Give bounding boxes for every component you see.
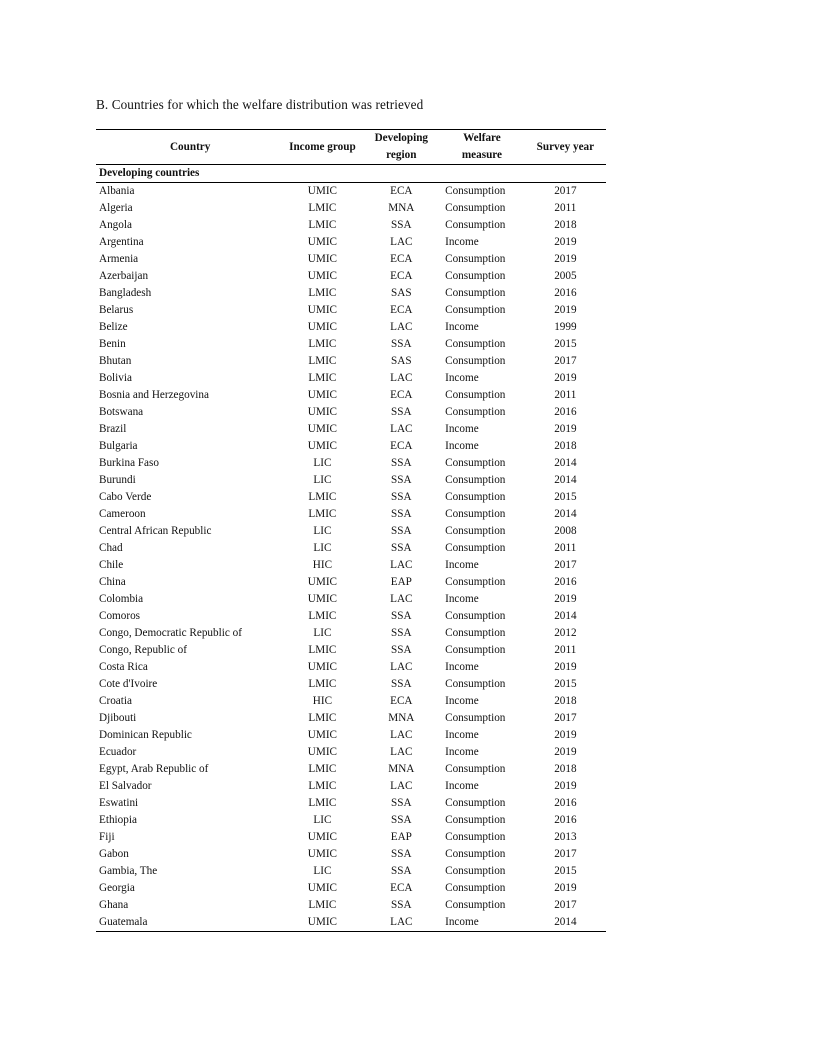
cell-income-group: UMIC [307,423,338,435]
cell-income-group: UMIC [307,406,338,418]
cell-income-group: LMIC [308,202,337,214]
cell-developing-region: ECA [390,253,413,265]
cell-survey-year: 2005 [554,270,577,282]
cell-welfare-measure: Consumption [445,865,506,877]
cell-country: Bhutan [99,355,132,367]
table-row [96,625,606,642]
cell-welfare-measure: Consumption [445,202,506,214]
cell-country: El Salvador [99,780,152,792]
cell-country: Comoros [99,610,141,622]
cell-income-group: LIC [313,525,332,537]
cell-survey-year: 2019 [554,304,577,316]
table-row [96,897,606,914]
table-row [96,200,606,217]
cell-income-group: UMIC [307,848,338,860]
cell-income-group: UMIC [307,831,338,843]
cell-income-group: UMIC [307,321,338,333]
table-caption: B. Countries for which the welfare distribution was retrieved [96,97,424,112]
cell-developing-region: SSA [391,627,412,639]
cell-country: Colombia [99,593,144,605]
cell-developing-region: LAC [390,321,413,333]
cell-income-group: HIC [312,695,333,707]
cell-survey-year: 2016 [554,797,577,809]
table-row [96,404,606,421]
cell-developing-region: SSA [391,474,412,486]
cell-welfare-measure: Consumption [445,542,506,554]
cell-income-group: LMIC [308,797,337,809]
cell-survey-year: 2018 [554,219,577,231]
cell-survey-year: 2019 [554,423,577,435]
table-row [96,761,606,778]
table-row [96,217,606,234]
cell-country: Burundi [99,474,136,486]
cell-income-group: UMIC [307,576,338,588]
cell-developing-region: ECA [390,440,413,452]
header-row [96,130,606,165]
cell-country: Eswatini [99,797,139,809]
cell-survey-year: 2019 [554,593,577,605]
cell-country: Congo, Republic of [99,644,187,656]
cell-survey-year: 2016 [554,287,577,299]
table-row [96,183,606,201]
cell-welfare-measure: Income [445,661,479,673]
cell-welfare-measure: Income [445,440,479,452]
cell-country: Chad [99,542,123,554]
cell-welfare-measure: Income [445,321,479,333]
group-row [96,165,606,183]
cell-country: Cabo Verde [99,491,152,503]
cell-income-group: UMIC [307,729,338,741]
cell-developing-region: SSA [391,814,412,826]
cell-developing-region: SSA [391,491,412,503]
cell-survey-year: 2019 [554,253,577,265]
cell-survey-year: 2018 [554,440,577,452]
cell-country: Ecuador [99,746,137,758]
cell-survey-year: 2017 [554,899,577,911]
cell-welfare-measure: Consumption [445,797,506,809]
cell-welfare-measure: Consumption [445,304,506,316]
cell-welfare-measure: Consumption [445,287,506,299]
table-row [96,744,606,761]
cell-country: Angola [99,219,132,231]
cell-country: Burkina Faso [99,457,159,469]
cell-welfare-measure: Consumption [445,576,506,588]
cell-country: Algeria [99,202,133,214]
cell-income-group: UMIC [307,304,338,316]
table-row [96,642,606,659]
cell-income-group: UMIC [307,746,338,758]
cell-survey-year: 1999 [554,321,577,333]
cell-developing-region: EAP [390,831,412,843]
cell-welfare-measure: Consumption [445,389,506,401]
table-row [96,251,606,268]
cell-welfare-measure: Consumption [445,899,506,911]
cell-welfare-measure: Consumption [445,763,506,775]
cell-developing-region: ECA [390,270,413,282]
cell-developing-region: SAS [391,355,412,367]
cell-survey-year: 2014 [554,508,577,520]
table-row [96,574,606,591]
cell-income-group: LMIC [308,491,337,503]
cell-welfare-measure: Consumption [445,712,506,724]
table-row [96,387,606,404]
cell-survey-year: 2019 [554,729,577,741]
cell-country: Gabon [99,848,129,860]
cell-welfare-measure: Income [445,695,479,707]
cell-country: Armenia [99,253,139,265]
table-row [96,846,606,863]
cell-survey-year: 2017 [554,848,577,860]
cell-income-group: LMIC [308,508,337,520]
cell-country: Azerbaijan [99,270,149,282]
cell-country: Egypt, Arab Republic of [99,763,209,775]
cell-survey-year: 2016 [554,814,577,826]
cell-survey-year: 2019 [554,780,577,792]
table-row [96,370,606,387]
cell-income-group: LIC [313,865,332,877]
cell-developing-region: LAC [390,916,413,928]
cell-country: China [99,576,126,588]
header-welfare-line2: measure [461,149,503,161]
cell-survey-year: 2014 [554,610,577,622]
cell-welfare-measure: Consumption [445,406,506,418]
cell-developing-region: SSA [391,338,412,350]
header-survey-year: Survey year [525,130,606,165]
cell-income-group: UMIC [307,185,338,197]
cell-survey-year: 2014 [554,457,577,469]
cell-developing-region: LAC [390,559,413,571]
table-row [96,591,606,608]
cell-country: Croatia [99,695,132,707]
cell-country: Dominican Republic [99,729,192,741]
cell-survey-year: 2012 [554,627,577,639]
cell-country: Congo, Democratic Republic of [99,627,242,639]
cell-welfare-measure: Consumption [445,457,506,469]
cell-developing-region: SSA [391,406,412,418]
cell-income-group: UMIC [307,253,338,265]
cell-welfare-measure: Income [445,559,479,571]
cell-welfare-measure: Income [445,423,479,435]
cell-welfare-measure: Consumption [445,831,506,843]
table-row [96,795,606,812]
cell-developing-region: ECA [390,882,413,894]
cell-survey-year: 2019 [554,372,577,384]
cell-survey-year: 2011 [554,542,577,554]
cell-survey-year: 2015 [554,338,577,350]
cell-income-group: LMIC [308,780,337,792]
cell-developing-region: LAC [390,729,413,741]
countries-table [96,129,606,932]
cell-welfare-measure: Consumption [445,525,506,537]
cell-country: Chile [99,559,124,571]
cell-developing-region: ECA [390,695,413,707]
cell-income-group: LMIC [308,372,337,384]
cell-developing-region: LAC [390,423,413,435]
cell-country: Costa Rica [99,661,148,673]
cell-country: Ethiopia [99,814,137,826]
cell-survey-year: 2018 [554,763,577,775]
cell-developing-region: LAC [390,661,413,673]
table-row [96,812,606,829]
cell-country: Central African Republic [99,525,212,537]
table-row [96,727,606,744]
cell-welfare-measure: Income [445,372,479,384]
cell-welfare-measure: Consumption [445,355,506,367]
cell-developing-region: SSA [391,797,412,809]
cell-survey-year: 2014 [554,916,577,928]
cell-survey-year: 2011 [554,202,577,214]
cell-developing-region: SSA [391,678,412,690]
cell-welfare-measure: Consumption [445,253,506,265]
cell-welfare-measure: Consumption [445,882,506,894]
header-developing-region [364,130,440,165]
table-row [96,710,606,727]
cell-country: Cameroon [99,508,146,520]
header-welfare-measure [439,130,525,165]
cell-survey-year: 2019 [554,746,577,758]
table-row [96,659,606,676]
cell-developing-region: SSA [391,644,412,656]
cell-income-group: UMIC [307,389,338,401]
cell-income-group: LIC [313,474,332,486]
cell-developing-region: SSA [391,848,412,860]
cell-income-group: UMIC [307,661,338,673]
cell-income-group: LMIC [308,355,337,367]
cell-survey-year: 2008 [554,525,577,537]
cell-survey-year: 2017 [554,355,577,367]
cell-country: Guatemala [99,916,148,928]
table-row [96,421,606,438]
cell-developing-region: LAC [390,372,413,384]
cell-income-group: HIC [312,559,333,571]
cell-developing-region: SSA [391,508,412,520]
table-row [96,880,606,897]
table-row [96,914,606,932]
table-row [96,268,606,285]
cell-income-group: LMIC [308,712,337,724]
cell-income-group: LMIC [308,219,337,231]
header-income-group: Income group [281,130,363,165]
cell-country: Bulgaria [99,440,138,452]
cell-country: Cote d'Ivoire [99,678,158,690]
cell-developing-region: ECA [390,304,413,316]
cell-country: Botswana [99,406,144,418]
cell-country: Ghana [99,899,129,911]
cell-survey-year: 2019 [554,236,577,248]
cell-survey-year: 2015 [554,491,577,503]
table-row [96,829,606,846]
cell-country: Brazil [99,423,127,435]
table-row [96,336,606,353]
cell-income-group: LMIC [308,763,337,775]
cell-income-group: LMIC [308,610,337,622]
cell-survey-year: 2013 [554,831,577,843]
group-label-developing-countries: Developing countries [96,165,606,183]
cell-developing-region: MNA [388,202,415,214]
cell-developing-region: LAC [390,236,413,248]
cell-country: Georgia [99,882,135,894]
cell-developing-region: LAC [390,593,413,605]
table-row [96,863,606,880]
cell-income-group: LIC [313,542,332,554]
cell-income-group: LIC [313,627,332,639]
cell-survey-year: 2019 [554,882,577,894]
cell-developing-region: EAP [390,576,412,588]
cell-country: Benin [99,338,126,350]
cell-welfare-measure: Consumption [445,627,506,639]
cell-developing-region: SSA [391,457,412,469]
header-region-line1: Developing [374,132,429,144]
table-row [96,455,606,472]
cell-developing-region: MNA [388,763,415,775]
cell-country: Belarus [99,304,134,316]
cell-welfare-measure: Income [445,916,479,928]
cell-welfare-measure: Consumption [445,474,506,486]
cell-income-group: LIC [313,814,332,826]
table-row [96,438,606,455]
table-row [96,693,606,710]
cell-welfare-measure: Income [445,746,479,758]
cell-income-group: LMIC [308,678,337,690]
cell-survey-year: 2016 [554,576,577,588]
cell-developing-region: SSA [391,219,412,231]
header-welfare-line1: Welfare [463,132,501,144]
cell-country: Belize [99,321,128,333]
table-row [96,234,606,251]
table-row [96,778,606,795]
cell-developing-region: SSA [391,525,412,537]
cell-income-group: LMIC [308,644,337,656]
cell-welfare-measure: Consumption [445,644,506,656]
cell-income-group: UMIC [307,916,338,928]
cell-survey-year: 2011 [554,644,577,656]
cell-developing-region: SAS [391,287,412,299]
cell-country: Albania [99,185,135,197]
cell-welfare-measure: Income [445,236,479,248]
cell-welfare-measure: Income [445,593,479,605]
cell-income-group: LMIC [308,899,337,911]
cell-survey-year: 2011 [554,389,577,401]
cell-welfare-measure: Consumption [445,338,506,350]
cell-survey-year: 2017 [554,712,577,724]
table-row [96,506,606,523]
cell-welfare-measure: Consumption [445,814,506,826]
table-row [96,302,606,319]
cell-developing-region: MNA [388,712,415,724]
cell-survey-year: 2015 [554,865,577,877]
cell-country: Gambia, The [99,865,158,877]
cell-welfare-measure: Consumption [445,219,506,231]
table-row [96,557,606,574]
cell-welfare-measure: Consumption [445,491,506,503]
cell-survey-year: 2014 [554,474,577,486]
header-region-line2: region [386,149,417,161]
cell-developing-region: ECA [390,185,413,197]
cell-income-group: UMIC [307,593,338,605]
table-row [96,472,606,489]
cell-income-group: UMIC [307,440,338,452]
cell-welfare-measure: Consumption [445,678,506,690]
cell-survey-year: 2019 [554,661,577,673]
table-row [96,523,606,540]
cell-income-group: LMIC [308,287,337,299]
cell-income-group: UMIC [307,882,338,894]
table-row [96,285,606,302]
table-row [96,676,606,693]
header-country: Country [96,130,281,165]
cell-country: Bangladesh [99,287,152,299]
cell-country: Argentina [99,236,144,248]
cell-developing-region: SSA [391,610,412,622]
table-row [96,540,606,557]
cell-income-group: LMIC [308,338,337,350]
cell-survey-year: 2017 [554,559,577,571]
cell-developing-region: SSA [391,865,412,877]
cell-survey-year: 2016 [554,406,577,418]
cell-welfare-measure: Consumption [445,270,506,282]
table-row [96,608,606,625]
table-row [96,353,606,370]
cell-welfare-measure: Income [445,729,479,741]
cell-income-group: LIC [313,457,332,469]
cell-country: Djibouti [99,712,137,724]
cell-developing-region: LAC [390,746,413,758]
cell-survey-year: 2018 [554,695,577,707]
cell-developing-region: SSA [391,542,412,554]
cell-country: Bosnia and Herzegovina [99,389,209,401]
table-row [96,319,606,336]
cell-developing-region: LAC [390,780,413,792]
cell-developing-region: SSA [391,899,412,911]
cell-welfare-measure: Consumption [445,508,506,520]
cell-income-group: UMIC [307,270,338,282]
cell-welfare-measure: Income [445,780,479,792]
cell-developing-region: ECA [390,389,413,401]
cell-income-group: UMIC [307,236,338,248]
table-row [96,489,606,506]
cell-country: Fiji [99,831,115,843]
cell-country: Bolivia [99,372,132,384]
cell-welfare-measure: Consumption [445,610,506,622]
table-body [96,165,606,932]
cell-welfare-measure: Consumption [445,848,506,860]
cell-survey-year: 2017 [554,185,577,197]
cell-survey-year: 2015 [554,678,577,690]
cell-welfare-measure: Consumption [445,185,506,197]
